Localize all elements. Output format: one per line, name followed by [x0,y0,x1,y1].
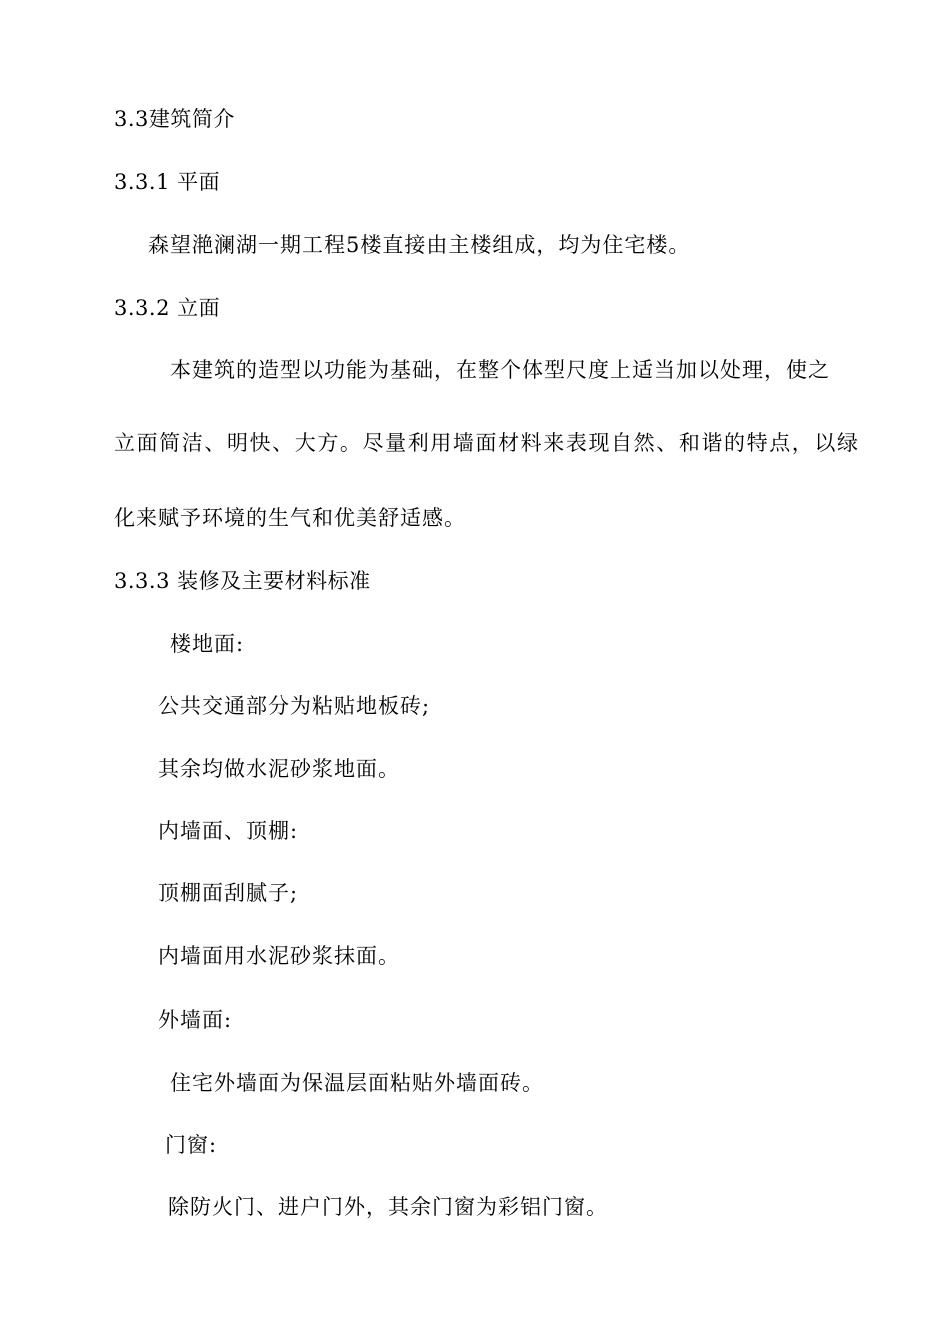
paragraph-elevation-line-2: 立面简洁、明快、大方。尽量利用墙面材料来表现自然、和谐的特点，以绿 [114,431,858,455]
floor-item-public: 公共交通部分为粘贴地板砖; [158,694,431,718]
ceiling-item: 顶棚面刮腻子; [158,881,299,905]
section-heading-3-3-3: 3.3.3 装修及主要材料标准 [114,569,371,593]
wall-ceiling-label: 内墙面、顶棚: [158,819,299,843]
wall-item: 内墙面用水泥砂浆抹面。 [158,944,400,968]
paragraph-plan: 森望滟澜湖一期工程5楼直接由主楼组成，均为住宅楼。 [148,233,691,257]
floor-label: 楼地面: [170,632,245,656]
paragraph-elevation-line-1: 本建筑的造型以功能为基础，在整个体型尺度上适当加以处理，使之 [170,358,830,382]
exterior-wall-label: 外墙面: [158,1008,233,1032]
paragraph-elevation-line-3: 化来赋予环境的生气和优美舒适感。 [114,506,466,530]
section-heading-3-3-2: 3.3.2 立面 [114,296,221,320]
section-heading-3-3-1: 3.3.1 平面 [114,170,221,194]
doors-windows-item: 除防火门、进户门外，其余门窗为彩铝门窗。 [168,1195,608,1219]
exterior-wall-item: 住宅外墙面为保温层面粘贴外墙面砖。 [170,1071,544,1095]
floor-item-other: 其余均做水泥砂浆地面。 [158,757,400,781]
section-heading-3-3: 3.3建筑简介 [114,107,235,131]
doors-windows-label: 门窗: [165,1133,218,1157]
